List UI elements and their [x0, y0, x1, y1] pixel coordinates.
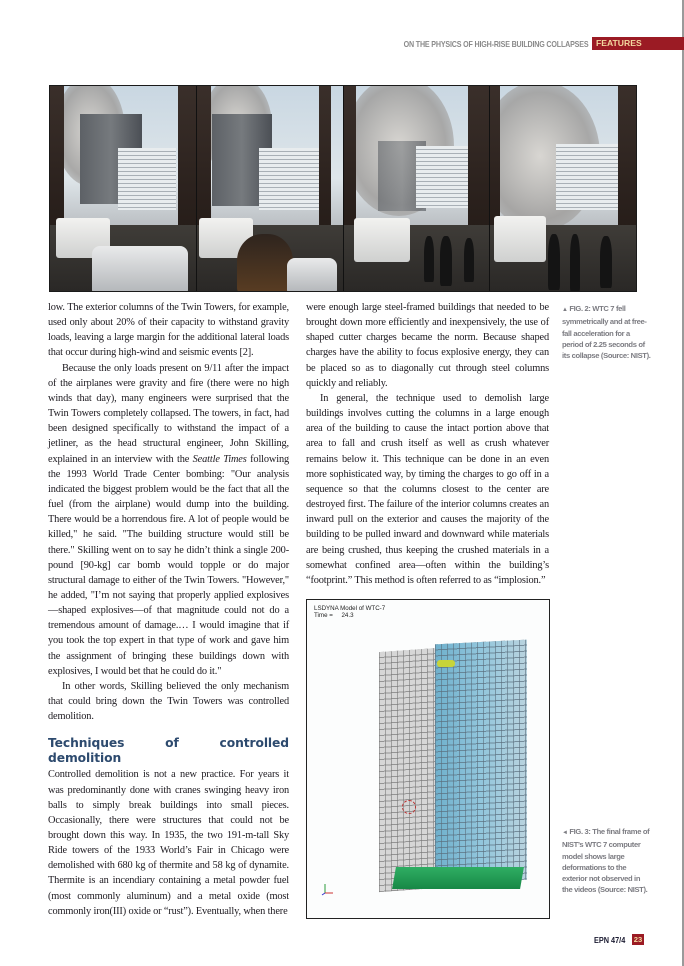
figure-3-model-image [306, 599, 550, 919]
model-title: LSDYNA Model of WTC-7 [314, 605, 386, 612]
paragraph: Because the only loads present on 9/11 after the impact of the airplanes were gravity and fire (there were no high winds that day), many engineers were surprised that the Twin Towers completely collapsed. The towers, in fact, had been designed specifically to withstand the impact of a jetliner, as the head structural engineer, John Skilling, explained in an interview with the Seattle Times following the 1993 World Trade Center bombing: "Our analysis indicated the biggest problem would be the fact that all the fuel (from the airplane) would dump into the building. There would be a horrendous fire. A lot of people would be killed," he said. "The building structure would still be there." Skilling went on to say he didn’t think a single 200-pound [90-kg] car bomb would topple or do major structural damage to either of the Twin Towers. "However," he added, "I’m not saying that properly applied explosives—shaped explosives—of that magnitude could not do a tremendous amount of damage.… I would imagine that if you took the top expert in that type of work and gave him the assignment of bringing these buildings down with explosives, I would bet that he could do it." [48, 362, 289, 677]
article-column-1 [48, 300, 289, 919]
figure-2-photo-sequence [49, 85, 637, 292]
section-heading: Techniques of controlled demolition [48, 736, 289, 766]
caption-text: WTC 7 fell symmetrically and at free-fall acceleration for a period of 2.25 seconds of its collapse (Source: NIST). [562, 304, 651, 361]
issue-number: EPN 47/4 [594, 934, 626, 945]
photo-frame-2 [197, 86, 344, 291]
page-footer [594, 934, 644, 945]
caption-text: The final frame of NIST’s WTC 7 computer model shows large deformations to the exterior not observed in the videos (Source: NIST). [562, 827, 650, 895]
photo-frame-1 [50, 86, 197, 291]
left-triangle-icon: ◄ [562, 830, 568, 836]
model-title-block [314, 605, 385, 619]
deformed-mesh-right-face [435, 640, 527, 885]
photo-frame-4 [490, 86, 636, 291]
publication-name: Seattle Times [192, 453, 247, 465]
running-header [371, 37, 684, 50]
page-number: 23 [633, 935, 643, 944]
damage-marker [402, 800, 416, 814]
paragraph: were enough large steel-framed buildings that needed to be brought down more efficiently and inexpensively, the use of shaped cutter charges became the norm. Because shaped charges have the ability to focus explosive energy, they can be placed so as to diagonally cut through steel columns quickly and reliably. [306, 302, 549, 389]
time-value: 24.3 [341, 612, 354, 619]
time-label: Time = [314, 612, 333, 619]
up-triangle-icon: ▲ [562, 307, 568, 313]
photo-frame-3 [344, 86, 491, 291]
figure-3-caption [562, 826, 652, 896]
deformed-mesh-left-face [379, 648, 439, 892]
running-title: ON THE PHYSICS OF HIGH-RISE BUILDING COLLAPSES [403, 38, 588, 49]
paragraph: low. The exterior columns of the Twin Towers, for example, used only about 20% of their capacity to withstand gravity loads, leaving a large margin for the additional lateral loads that occur during high-wind and seismic events [2]. [48, 302, 289, 359]
figure-2-caption [562, 303, 652, 361]
highlight-patch [437, 660, 455, 667]
paragraph: Controlled demolition is not a new practice. For years it was predominantly done with cranes swinging heavy iron balls to simply break buildings into small pieces. Occasionally, there were structures that could not be brought down this way. In 1935, the two 191-m-tall Sky Ride towers of the 1933 World’s Fair in Chicago were demolished with 680 kg of thermite and 58 kg of dynamite. Thermite is an incendiary containing a metal powder fuel (most commonly aluminum) and a metal oxide (most commonly iron(III) oxide or “rust”). Eventually, when there [48, 769, 289, 917]
building-base-block [392, 867, 524, 889]
caption-label: FIG. 3: [569, 827, 591, 836]
section-label: FEATURES [592, 37, 684, 50]
caption-label: FIG. 2: [569, 304, 591, 313]
article-column-2 [306, 300, 549, 588]
paragraph: In other words, Skilling believed the only mechanism that could bring down the Twin Towers was controlled demolition. [48, 680, 289, 723]
paragraph: In general, the technique used to demolish large buildings involves cutting the columns in a large enough area of the building to cause the intact portion above that area to fall and crush itself as well as crush whatever remains below it. This technique can be done in an even more sophisticated way, by timing the charges to go off in a sequence so that the columns closest to the center are destroyed first. The failure of the interior columns creates an inward pull on the exterior and causes the majority of the building to be pulled inward and downward while materials are being crushed, thus keeping the crushed materials in a somewhat confined area—often within the building’s “footprint.” This method is often referred to as “implosion.” [306, 392, 549, 586]
xyz-axes-icon [321, 882, 335, 896]
